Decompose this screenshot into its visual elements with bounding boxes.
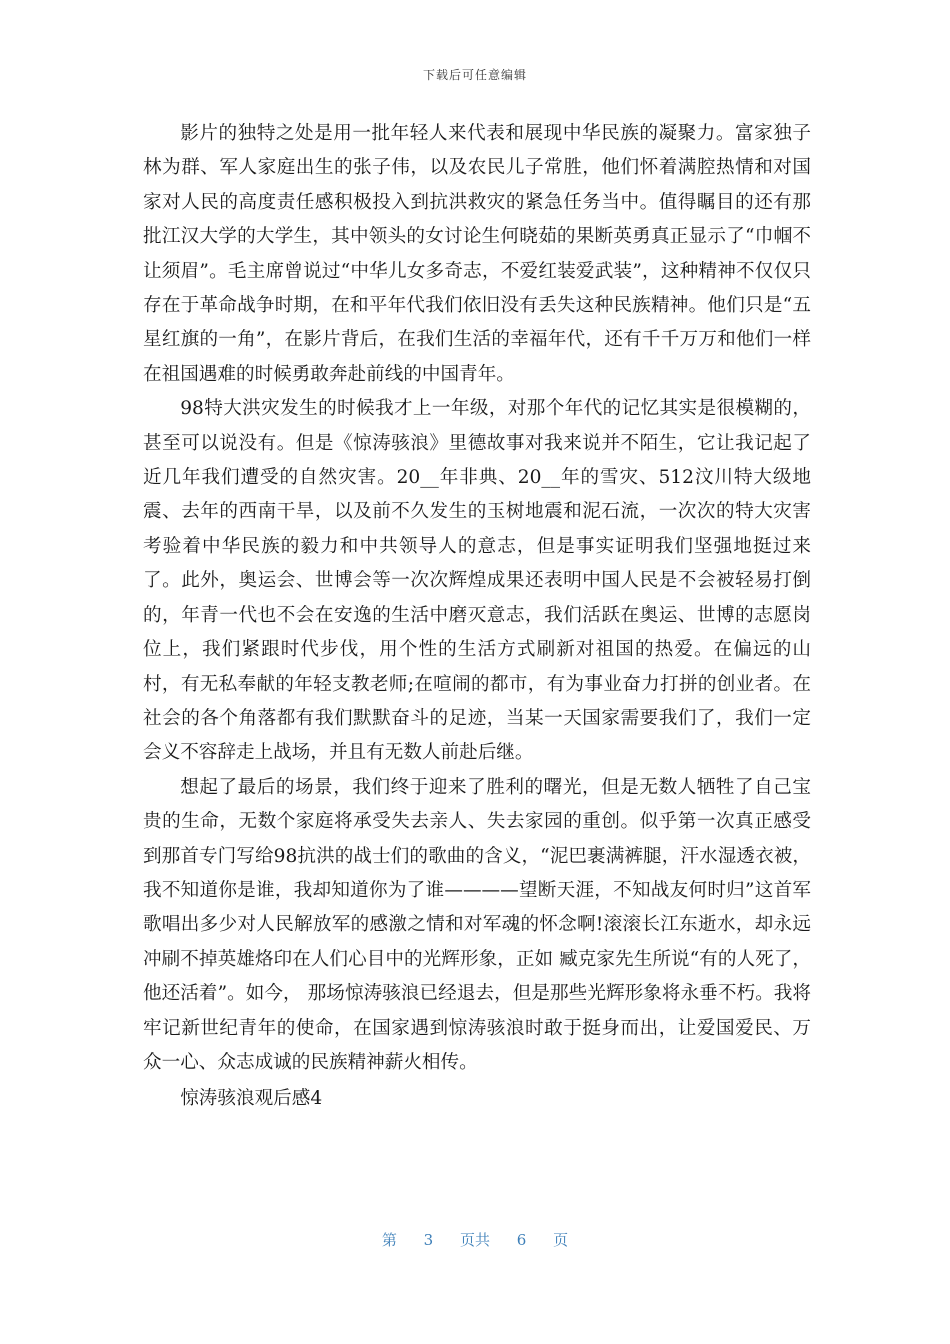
paragraph: 98特大洪灾发生的时候我才上一年级，对那个年代的记忆其实是很模糊的，甚至可以说没有。但是《惊涛骇浪》里德故事对我来说并不陌生，它让我记起了近几年我们遭受的自然灾害。20__年非典、20__年的雪灾、512汶川特大级地震、去年的西南干旱，以及前不久发生的玉树地震和泥石流，一次次的特大灾害考验着中华民族的毅力和中共领导人的意志，但是事实证明我们坚强地挺过来了。此外，奥运会、世博会等一次次辉煌成果还表明中国人民是不会被轻易打倒的，年青一代也不会在安逸的生活中磨灭意志，我们活跃在奥运、世博的志愿岗位上，我们紧跟时代步伐，用个性的生活方式刷新对祖国的热爱。在偏远的山村，有无私奉献的年轻支教老师;在喧闹的都市，有为事业奋力打拼的创业者。在社会的各个角落都有我们默默奋斗的足迹，当某一天国家需要我们了，我们一定会义不容辞走上战场，并且有无数人前赴后继。	[143, 398, 811, 764]
total-page-count: 6	[516, 1231, 527, 1249]
page-label-middle: 页共	[459, 1231, 490, 1249]
paragraph: 影片的独特之处是用一批年轻人来代表和展现中华民族的凝聚力。富家独子林为群、军人家庭出生的张子伟，以及农民儿子常胜，他们怀着满腔热情和对国家对人民的高度责任感积极投入到抗洪救灾的紧急任务当中。值得瞩目的还有那批江汉大学的大学生，其中领头的女讨论生何晓茹的果断英勇真正显示了“巾帼不让须眉”。毛主席曾说过“中华儿女多奇志，不爱红装爱武装”，这种精神不仅仅只存在于革命战争时期，在和平年代我们依旧没有丢失这种民族精神。他们只是“五星红旗的一角”，在影片背后，在我们生活的幸福年代，还有千千万万和他们一样在祖国遇难的时候勇敢奔赴前线的中国青年。	[143, 123, 811, 385]
section-heading: 惊涛骇浪观后感4	[180, 1088, 323, 1110]
page-label-prefix: 第	[381, 1231, 397, 1249]
page-label-suffix: 页	[553, 1231, 569, 1249]
current-page-number: 3	[423, 1231, 434, 1249]
page-footer	[0, 1229, 950, 1250]
document-body	[143, 117, 811, 1117]
paragraph: 想起了最后的场景，我们终于迎来了胜利的曙光，但是无数人牺牲了自己宝贵的生命，无数个家庭将承受失去亲人、失去家园的重创。似乎第一次真正感受到那首专门写给98抗洪的战士们的歌曲的含义，“泥巴裹满裤腿，汗水湿透衣被，我不知道你是谁，我却知道你为了谁————望断天涯，不知战友何时归”这首军歌唱出多少对人民解放军的感激之情和对军魂的怀念啊!滚滚长江东逝水，却永远冲刷不掉英雄烙印在人们心目中的光辉形象，正如 臧克家先生所说“有的人死了，他还活着”。如今， 那场惊涛骇浪已经退去，但是那些光辉形象将永垂不朽。我将牢记新世纪青年的使命，在国家遇到惊涛骇浪时敢于挺身而出，让爱国爱民、万众一心、众志成诚的民族精神薪火相传。	[143, 776, 811, 1073]
page-header: 下载后可任意编辑	[422, 68, 527, 82]
